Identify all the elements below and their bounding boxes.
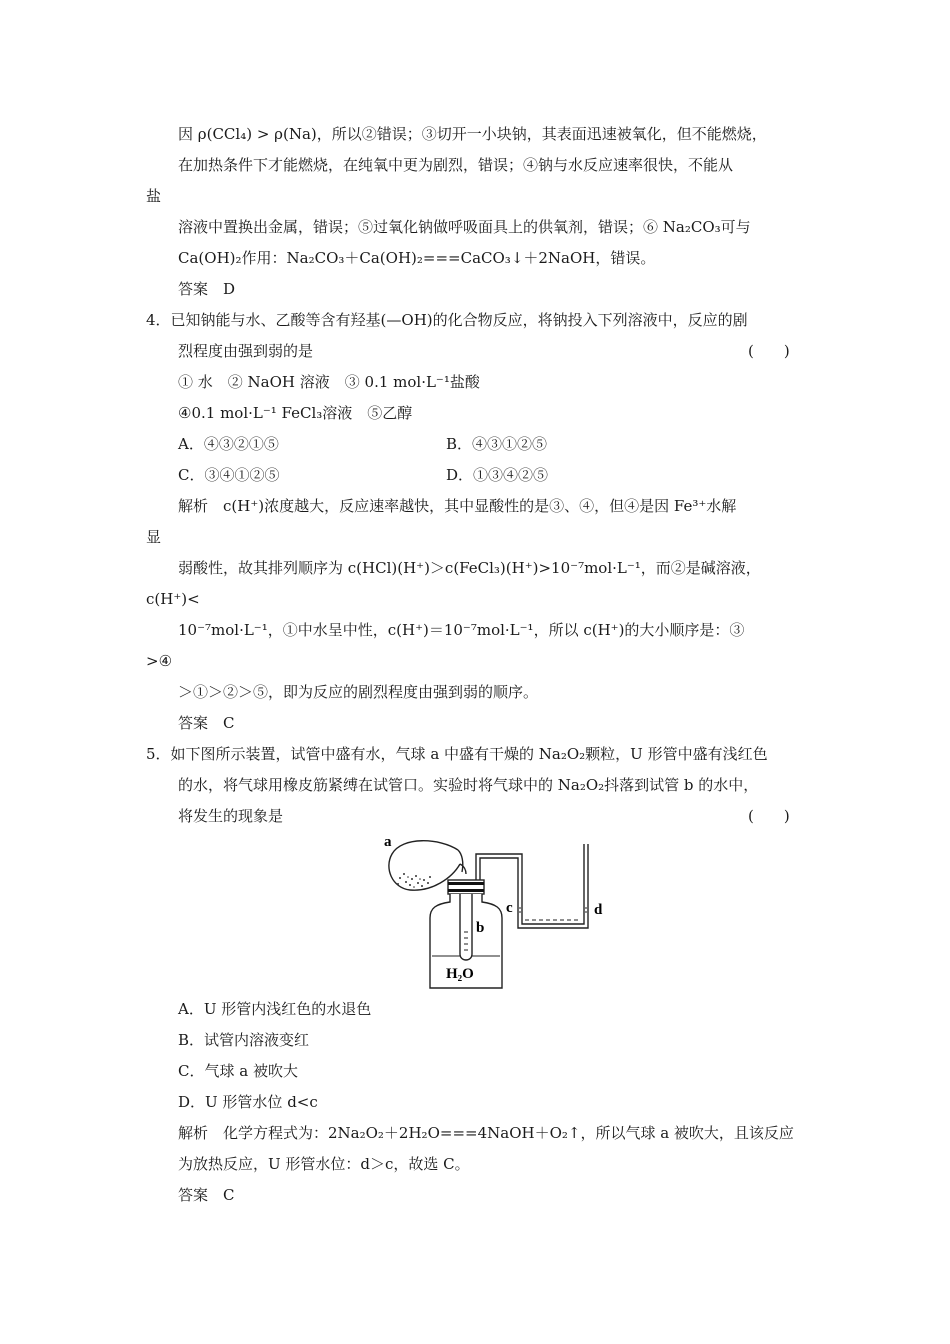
option-c: C．气球 a 被吹大 (178, 1062, 298, 1080)
question-5-stem: 的水，将气球用橡皮筋紧缚在试管口。实验时将气球中的 Na₂O₂抖落到试管 b 的水中， (178, 776, 759, 794)
answer-line: 答案 C (178, 1186, 235, 1204)
analysis-line: 溶液中置换出金属，错误；⑤过氧化钠做呼吸面具上的供氧剂，错误；⑥ Na₂CO₃可与 (178, 218, 751, 236)
analysis-line: c(H⁺)< (146, 590, 200, 608)
label-d: d (594, 902, 603, 918)
question-5-stem: 5．如下图所示装置，试管中盛有水，气球 a 中盛有干燥的 Na₂O₂颗粒，U 形管中盛有浅红色 (146, 745, 768, 763)
analysis-line: 盐 (146, 187, 162, 205)
question-4-items: ④0.1 mol·L⁻¹ FeCl₃溶液 ⑤乙醇 (178, 404, 413, 422)
label-h2o: H₂O (446, 966, 474, 982)
option-b: B．试管内溶液变红 (178, 1031, 310, 1049)
u-tube (518, 844, 588, 928)
analysis-line: 10⁻⁷mol·L⁻¹，①中水呈中性，c(H⁺)＝10⁻⁷mol·L⁻¹，所以 c(H⁺)的大小顺序是：③ (178, 621, 745, 639)
analysis-line: 在加热条件下才能燃烧，在纯氧中更为剧烈，错误；④钠与水反应速率很快，不能从 (178, 156, 734, 174)
analysis-line: 为放热反应，U 形管水位：d＞c，故选 C。 (178, 1155, 470, 1173)
question-4-stem: 4．已知钠能与水、乙酸等含有羟基(—OH)的化合物反应，将钠投入下列溶液中，反应的剧 (146, 311, 748, 329)
answer-blank: ( ) (748, 342, 790, 360)
analysis-line: >④ (146, 652, 173, 670)
question-4-items: ① 水 ② NaOH 溶液 ③ 0.1 mol·L⁻¹盐酸 (178, 373, 480, 391)
analysis-line: Ca(OH)₂作用：Na₂CO₃＋Ca(OH)₂===CaCO₃↓＋2NaOH，错误。 (178, 249, 656, 267)
label-a: a (384, 834, 392, 850)
answer-line: 答案 C (178, 714, 235, 732)
analysis-line: 显 (146, 528, 162, 546)
option-a: A．④③②①⑤ (178, 435, 279, 453)
analysis-line: 因 ρ(CCl₄) > ρ(Na)，所以②错误；③切开一小块钠，其表面迅速被氧化，但不能燃烧， (178, 125, 767, 143)
analysis-line: ＞①＞②＞⑤，即为反应的剧烈程度由强到弱的顺序。 (178, 683, 539, 701)
answer-blank: ( ) (748, 807, 790, 825)
analysis-line: 解析 化学方程式为：2Na₂O₂＋2H₂O===4NaOH＋O₂↑，所以气球 a 被吹大，且该反应 (178, 1124, 794, 1142)
analysis-line: 解析 c(H⁺)浓度越大，反应速率越快，其中显酸性的是③、④，但④是因 Fe³⁺水解 (178, 497, 737, 515)
option-b: B．④③①②⑤ (446, 435, 548, 453)
analysis-line: 弱酸性，故其排列顺序为 c(HCl)(H⁺)＞c(FeCl₃)(H⁺)>10⁻⁷mol·L⁻¹，而②是碱溶液， (178, 559, 761, 577)
answer-line: 答案 D (178, 280, 236, 298)
option-d: D．U 形管水位 d<c (178, 1093, 318, 1111)
label-c: c (506, 900, 513, 916)
apparatus-figure (380, 832, 610, 992)
question-5-stem: 将发生的现象是 (178, 807, 284, 825)
option-a: A．U 形管内浅红色的水退色 (178, 1000, 372, 1018)
question-4-stem: 烈程度由强到弱的是 (178, 342, 314, 360)
label-b: b (476, 920, 485, 936)
option-c: C．③④①②⑤ (178, 466, 280, 484)
option-d: D．①③④②⑤ (446, 466, 549, 484)
